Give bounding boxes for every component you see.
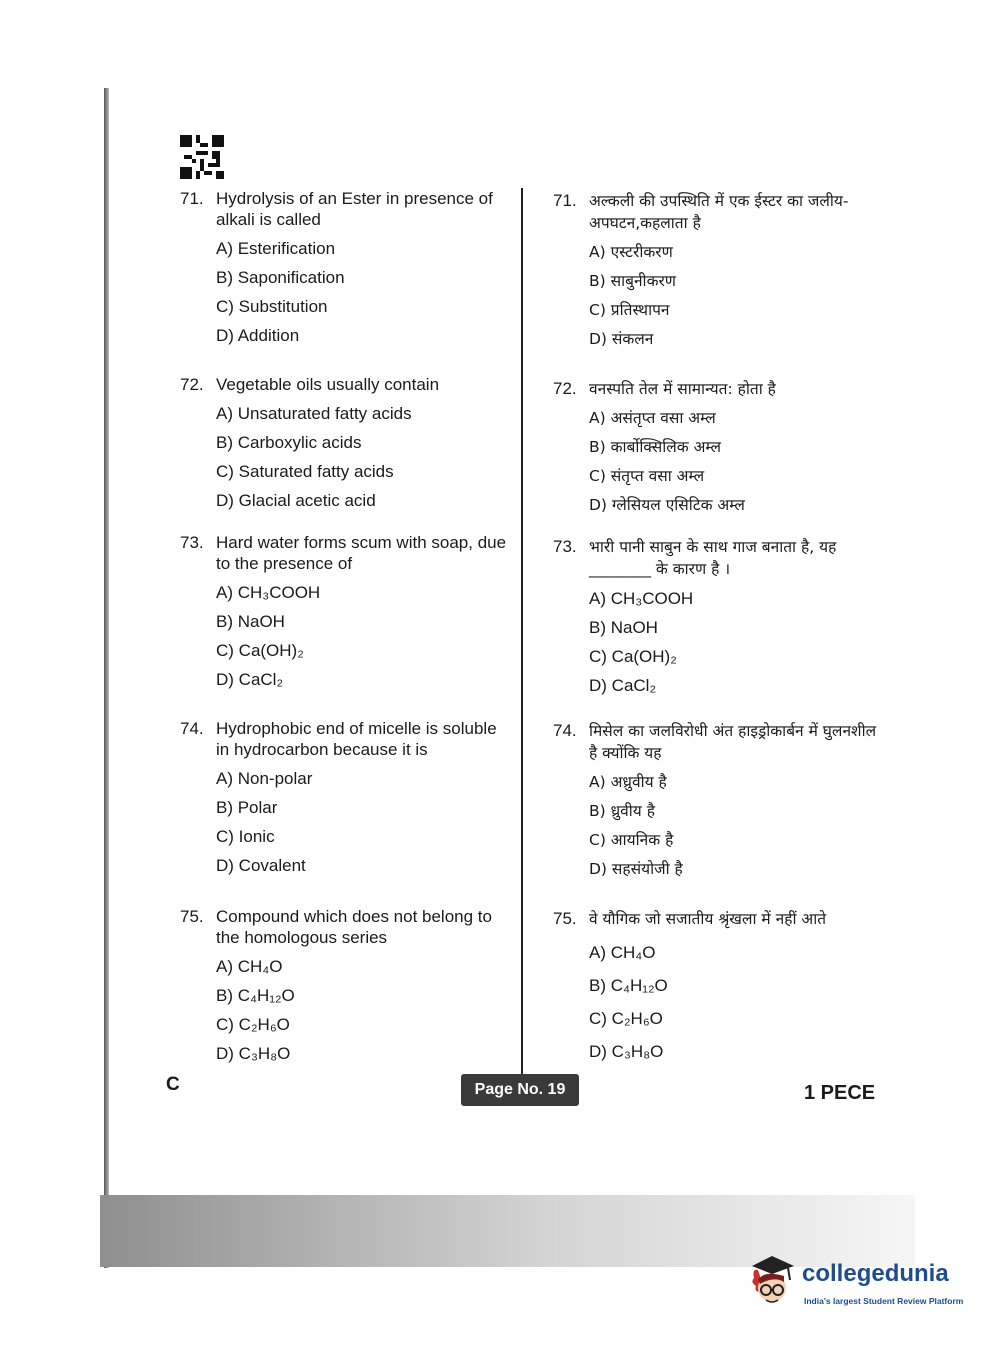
option-d: D) ग्लेसियल एसिटिक अम्ल	[589, 496, 745, 514]
option-c: C) Substitution	[216, 297, 328, 316]
option-b: B) C₄H₁₂O	[216, 986, 295, 1005]
option-a: A) CH₃COOH	[216, 583, 321, 602]
column-divider	[521, 188, 523, 1080]
option-b: B) NaOH	[216, 612, 285, 631]
question-stem: Hydrolysis of an Ester in presence of alkali is called	[216, 189, 493, 229]
option-c: C) Ca(OH)₂	[216, 641, 304, 660]
option-c: C) C₂H₆O	[589, 1009, 663, 1028]
option-c: C) Ca(OH)₂	[589, 647, 677, 666]
option-b: B) साबुनीकरण	[589, 272, 677, 290]
collegedunia-logo	[744, 1252, 974, 1312]
question-number: 73.	[553, 537, 577, 556]
option-d: D) C₃H₈O	[589, 1042, 664, 1061]
question-stem: Hard water forms scum with soap, due to the presence of	[216, 533, 507, 573]
option-d: D) सहसंयोजी है	[589, 860, 683, 878]
booklet-set-label: C	[166, 1074, 180, 1095]
option-c: C) C₂H₆O	[216, 1015, 290, 1034]
option-a: A) CH₃COOH	[589, 589, 694, 608]
question-number: 75.	[553, 909, 577, 928]
option-a: A) अध्रुवीय है	[589, 773, 667, 791]
question-73-en	[180, 532, 510, 690]
option-d: D) C₃H₈O	[216, 1044, 291, 1063]
option-d: D) CaCl₂	[589, 676, 657, 695]
question-number: 74.	[553, 721, 577, 740]
option-d: D) Covalent	[216, 856, 306, 875]
question-stem: भारी पानी साबुन के साथ गाज बनाता है, यह ________ के कारण है ।	[589, 538, 837, 578]
option-d: D) संकलन	[589, 330, 654, 348]
question-number: 74.	[180, 719, 204, 738]
option-c: C) Ionic	[216, 827, 275, 846]
page-edge	[104, 88, 109, 1268]
question-71-hi	[553, 190, 883, 350]
question-stem: Vegetable oils usually contain	[216, 375, 440, 394]
option-c: C) प्रतिस्थापन	[589, 301, 670, 319]
question-number: 75.	[180, 907, 204, 926]
option-a: A) एस्टरीकरण	[589, 243, 673, 261]
option-b: B) C₄H₁₂O	[589, 976, 668, 995]
option-d: D) Addition	[216, 326, 300, 345]
question-72-en	[180, 374, 439, 511]
logo-wordmark: collegedunia	[802, 1260, 949, 1287]
question-number: 73.	[180, 533, 204, 552]
question-stem: Compound which does not belong to the homologous series	[216, 907, 492, 947]
question-stem: मिसेल का जलविरोधी अंत हाइड्रोकार्बन में घुलनशील है क्योंकि यह	[589, 722, 877, 762]
option-b: B) NaOH	[589, 618, 658, 637]
question-number: 72.	[180, 375, 204, 394]
option-a: A) CH₄O	[589, 943, 656, 962]
question-73-hi	[553, 536, 883, 696]
option-d: D) CaCl₂	[216, 670, 284, 689]
question-number: 72.	[553, 379, 577, 398]
option-a: A) Non-polar	[216, 769, 313, 788]
question-74-en	[180, 718, 510, 876]
qr-code-icon	[180, 135, 224, 179]
question-number: 71.	[180, 189, 204, 208]
option-a: A) CH₄O	[216, 957, 283, 976]
question-stem: अल्कली की उपस्थिति में एक ईस्टर का जलीय-अपघटन,कहलाता है	[589, 192, 849, 232]
question-number: 71.	[553, 191, 577, 210]
question-75-hi	[553, 908, 826, 1062]
option-a: A) Unsaturated fatty acids	[216, 404, 412, 423]
question-71-en	[180, 188, 510, 346]
question-72-hi	[553, 378, 776, 516]
option-c: C) संतृप्त वसा अम्ल	[589, 467, 705, 485]
option-a: A) Esterification	[216, 239, 336, 258]
mascot-icon	[744, 1252, 800, 1310]
option-b: B) Carboxylic acids	[216, 433, 362, 452]
option-d: D) Glacial acetic acid	[216, 491, 376, 510]
page-number: Page No. 19	[461, 1074, 579, 1106]
paper-code: 1 PECE	[804, 1082, 876, 1104]
option-c: C) आयनिक है	[589, 831, 674, 849]
option-b: B) Polar	[216, 798, 278, 817]
option-a: A) असंतृप्त वसा अम्ल	[589, 409, 716, 427]
question-74-hi	[553, 720, 883, 880]
option-c: C) Saturated fatty acids	[216, 462, 394, 481]
question-75-en	[180, 906, 510, 1064]
question-stem: वे यौगिक जो सजातीय श्रृंखला में नहीं आते	[589, 910, 827, 928]
question-stem: वनस्पति तेल में सामान्यत: होता है	[589, 380, 776, 398]
question-stem: Hydrophobic end of micelle is soluble in hydrocarbon because it is	[216, 719, 497, 759]
option-b: B) ध्रुवीय है	[589, 802, 655, 820]
option-b: B) Saponification	[216, 268, 345, 287]
option-b: B) कार्बोक्सिलिक अम्ल	[589, 438, 722, 456]
logo-tagline: India's largest Student Review Platform	[804, 1296, 964, 1306]
